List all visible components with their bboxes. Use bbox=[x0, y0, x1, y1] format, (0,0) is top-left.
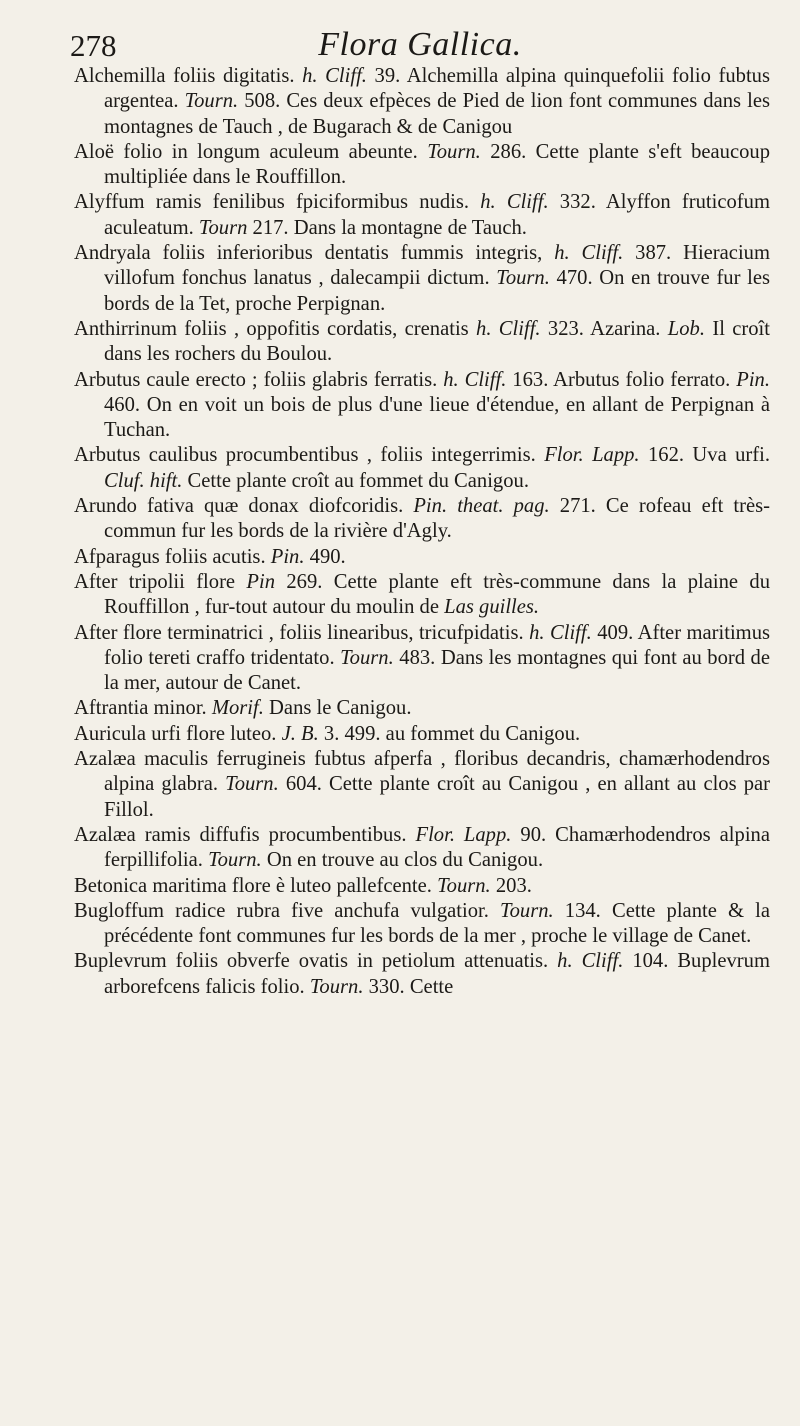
botanical-entry bbox=[74, 722, 770, 747]
entry-text: Alyffum ramis fenilibus fpiciformibus nudis. bbox=[74, 191, 481, 214]
botanical-entry bbox=[74, 747, 770, 823]
entry-text: 271. Ce rofeau eft très-commun fur les bords de la rivière d'Agly. bbox=[104, 495, 770, 543]
entry-text: 483. Dans les montagnes qui font au bord de la mer, autour de Canet. bbox=[104, 646, 770, 695]
entry-text: Arbutus caulibus procumbentibus , foliis integerrimis. bbox=[74, 444, 545, 467]
entry-text: 286. Cette plante s'eft beaucoup multipliée dans le Rouffillon. bbox=[104, 140, 770, 189]
entry-text: Il croît dans les rochers du Boulou. bbox=[104, 317, 770, 366]
entry-citation: Tourn. bbox=[340, 646, 394, 669]
entry-citation: Pin. theat. pag. bbox=[413, 495, 550, 518]
entry-text: 323. Azarina. bbox=[540, 317, 668, 340]
entry-citation: Flor. Lapp. bbox=[544, 444, 640, 467]
entry-citation: Pin bbox=[246, 570, 276, 593]
entry-citation: Tourn. bbox=[184, 90, 239, 113]
entry-citation: h. Cliff. bbox=[480, 191, 549, 214]
entry-text: 460. On en voit un bois de plus d'une lieue d'étendue, en allant de Perpignan à Tuchan. bbox=[104, 393, 770, 442]
entry-citation: Tourn. bbox=[496, 267, 550, 290]
entry-text: 409. After maritimus folio tereti craffo tridentato. bbox=[104, 621, 771, 669]
entry-citation: Tourn. bbox=[225, 773, 279, 796]
botanical-entry bbox=[74, 823, 770, 874]
entry-text: 490. bbox=[304, 545, 346, 568]
entry-text: Dans le Canigou. bbox=[263, 697, 412, 720]
entry-text: Bugloffum radice rubra five anchufa vulgatior. bbox=[74, 899, 501, 922]
entry-text: Betonica maritima flore è luteo pallefcente. bbox=[74, 874, 438, 897]
entry-text: Azalæa ramis diffufis procumbentibus. bbox=[74, 823, 416, 846]
entry-text: 330. Cette bbox=[363, 975, 454, 998]
entry-list bbox=[74, 64, 770, 1000]
botanical-entry bbox=[74, 949, 770, 1000]
entry-citation: h. Cliff. bbox=[557, 950, 624, 973]
entry-citation: Morif. bbox=[211, 697, 264, 720]
entry-citation: Tourn bbox=[198, 216, 248, 239]
entry-text: Aftrantia minor. bbox=[74, 697, 212, 720]
entry-citation: J. B. bbox=[281, 722, 319, 745]
entry-text: Arbutus caule erecto ; foliis glabris ferratis. bbox=[74, 368, 444, 391]
entry-text: 90. Chamærhodendros alpina ferpillifolia. bbox=[104, 823, 770, 872]
botanical-entry bbox=[74, 899, 770, 950]
botanical-entry bbox=[74, 874, 770, 899]
entry-text: Aloë folio in longum aculeum abeunte. bbox=[74, 140, 428, 163]
entry-text: Anthirrinum foliis , oppofitis cordatis, crenatis bbox=[74, 317, 477, 340]
entry-citation: Cluf. hift. bbox=[104, 469, 183, 492]
entry-citation: h. Cliff. bbox=[302, 65, 367, 87]
entry-text: 134. Cette plante & la précédente font communes fur les bords de la mer , proche le village de Canet. bbox=[104, 899, 770, 948]
entry-citation: h. Cliff. bbox=[529, 621, 592, 644]
botanical-entry bbox=[74, 64, 770, 140]
entry-text: After flore terminatrici , foliis linearibus, tricufpidatis. bbox=[74, 621, 530, 644]
entry-text: 217. Dans la montagne de Tauch. bbox=[247, 216, 527, 239]
entry-text: 604. Cette plante croît au Canigou , en allant au clos par Fillol. bbox=[104, 773, 771, 821]
botanical-entry bbox=[74, 368, 770, 444]
entry-text: 39. Alchemilla alpina quinquefolii folio fubtus argentea. bbox=[104, 65, 770, 113]
entry-citation: Pin. bbox=[270, 545, 305, 568]
botanical-entry bbox=[74, 570, 770, 621]
botanical-entry bbox=[74, 621, 770, 697]
botanical-entry bbox=[74, 494, 770, 545]
botanical-entry bbox=[74, 696, 770, 721]
entry-text: 162. Uva urfi. bbox=[639, 444, 770, 467]
entry-citation: Tourn. bbox=[427, 140, 481, 163]
entry-citation: h. Cliff. bbox=[443, 368, 507, 391]
entry-citation: Tourn. bbox=[437, 874, 491, 897]
botanical-entry bbox=[74, 317, 770, 368]
entry-text: 470. On en trouve fur les bords de la Tet, proche Perpignan. bbox=[104, 267, 770, 315]
botanical-entry bbox=[74, 140, 770, 191]
entry-citation: Flor. Lapp. bbox=[415, 823, 512, 846]
entry-text: 269. Cette plante eft très-commune dans la plaine du Rouffillon , fur-tout autour du moulin de bbox=[104, 570, 770, 619]
entry-citation: Tourn. bbox=[309, 975, 364, 998]
entry-citation: Tourn. bbox=[500, 899, 554, 922]
entry-text: Cette plante croît au fommet du Canigou. bbox=[182, 469, 529, 492]
entry-text: 387. Hieracium villofum fonchus lanatus , dalecampii dictum. bbox=[104, 242, 770, 290]
entry-text: Alchemilla foliis digitatis. bbox=[74, 65, 303, 87]
entry-text: Arundo fativa quæ donax diofcoridis. bbox=[74, 495, 414, 518]
entry-text: 163. Arbutus folio ferrato. bbox=[506, 368, 737, 391]
page-number: 278 bbox=[70, 28, 117, 63]
entry-text: After tripolii flore bbox=[74, 570, 247, 593]
entry-citation: Pin. bbox=[736, 368, 770, 391]
entry-citation: h. Cliff. bbox=[476, 317, 541, 340]
entry-text: 203. bbox=[490, 874, 532, 897]
entry-citation: Lob. bbox=[667, 317, 705, 340]
entry-text: 3. 499. au fommet du Canigou. bbox=[318, 722, 581, 745]
entry-text: Auricula urfi flore luteo. bbox=[74, 722, 282, 745]
botanical-entry bbox=[74, 545, 770, 570]
botanical-entry bbox=[74, 190, 770, 241]
entry-citation: h. Cliff. bbox=[554, 242, 624, 265]
entry-text: Azalæa maculis ferrugineis fubtus afperfa , floribus decandris, chamærhodendros alpina glabra. bbox=[74, 748, 770, 796]
entry-text: 104. Buplevrum arborefcens falicis folio. bbox=[104, 950, 770, 998]
entry-citation: Las guilles. bbox=[444, 596, 540, 619]
botanical-entry bbox=[74, 241, 770, 317]
entry-text: On en trouve au clos du Canigou. bbox=[261, 849, 544, 872]
entry-text: Afparagus foliis acutis. bbox=[74, 545, 271, 568]
entry-citation: Tourn. bbox=[208, 849, 262, 872]
entry-text: Andryala foliis inferioribus dentatis fummis integris, bbox=[74, 242, 555, 265]
botanical-entry bbox=[74, 443, 770, 494]
running-title: Flora Gallica. bbox=[318, 26, 522, 63]
entry-text: 508. Ces deux efpèces de Pied de lion font communes dans les montagnes de Tauch , de Bugarach & de Canigou bbox=[104, 90, 770, 138]
entry-text: 332. Alyffon fruticofum aculeatum. bbox=[104, 191, 770, 239]
entry-text: Buplevrum foliis obverfe ovatis in petiolum attenuatis. bbox=[74, 950, 558, 973]
